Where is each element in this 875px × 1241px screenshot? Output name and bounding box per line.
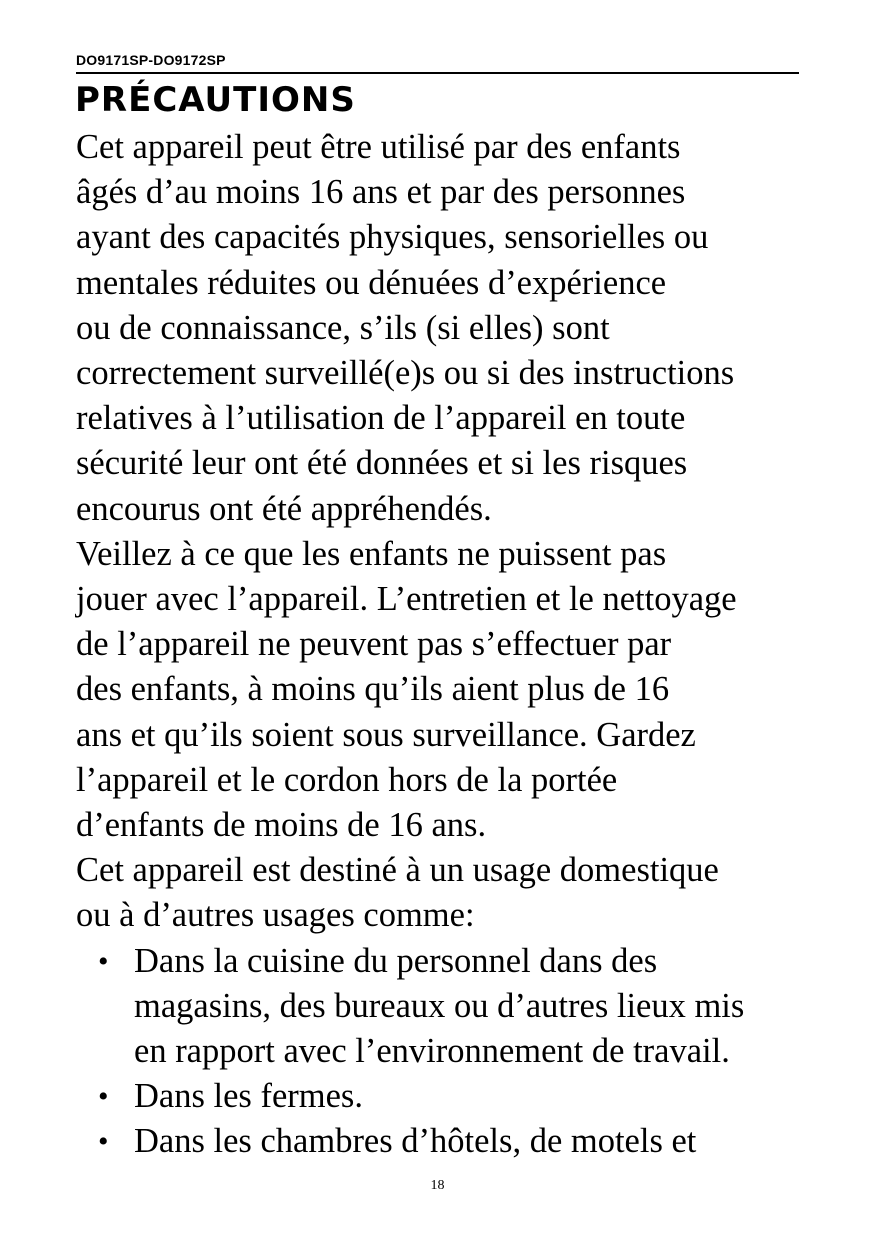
paragraph-domestic-use — [76, 848, 836, 938]
text-line: Veillez à ce que les enfants ne puissent pas — [76, 534, 667, 573]
text-line: jouer avec l’appareil. L’entretien et le nettoyage — [76, 580, 737, 619]
text-line: relatives à l’utilisation de l’appareil en toute — [76, 399, 686, 438]
text-line: Cet appareil peut être utilisé par des enfants — [76, 128, 681, 166]
text-line: âgés d’au moins 16 ans et par des personnes — [76, 173, 686, 212]
text-line: des enfants, à moins qu’ils aient plus de 16 — [76, 670, 670, 709]
text-line: d’enfants de moins de 16 ans. — [76, 806, 487, 845]
text-line: sécurité leur ont été données et si les risques — [76, 444, 688, 483]
text-line: l’appareil et le cordon hors de la portée — [76, 760, 618, 799]
section-title: PRÉCAUTIONS — [75, 80, 356, 120]
text-line: ayant des capacités physiques, sensorielles ou — [76, 218, 709, 257]
list-item — [76, 1074, 836, 1119]
text-line: ou de connaissance, s’ils (si elles) sont — [76, 308, 610, 347]
paragraph-children — [76, 532, 836, 848]
text-line: Dans les fermes. — [134, 1077, 363, 1116]
text-line: Cet appareil est destiné à un usage domestique — [76, 851, 719, 890]
text-line: correctement surveillé(e)s ou si des instructions — [76, 354, 735, 393]
text-line: ans et qu’ils soient sous surveillance. Gardez — [76, 715, 696, 754]
document-body — [76, 125, 836, 1165]
text-line: de l’appareil ne peuvent pas s’effectuer par — [76, 625, 672, 664]
text-line: en rapport avec l’environnement de travail. — [134, 1032, 730, 1071]
text-line: ou à d’autres usages comme: — [76, 896, 475, 935]
text-line: magasins, des bureaux ou d’autres lieux mis — [134, 986, 745, 1025]
model-code-header: DO9171SP-DO9172SP — [76, 52, 226, 68]
list-item — [76, 939, 836, 1075]
header-divider — [76, 72, 799, 74]
text-line: Dans les chambres d’hôtels, de motels et — [134, 1122, 697, 1161]
list-item — [76, 1119, 836, 1164]
bullet-icon: • — [98, 944, 109, 978]
paragraph-supervision — [76, 125, 836, 532]
text-line: Dans la cuisine du personnel dans des — [134, 941, 658, 980]
bullet-icon: • — [98, 1080, 109, 1114]
page-number: 18 — [430, 1178, 445, 1193]
bullet-icon: • — [98, 1125, 109, 1159]
text-line: encourus ont été appréhendés. — [76, 489, 492, 528]
usage-bullet-list — [76, 939, 836, 1165]
text-line: mentales réduites ou dénuées d’expérience — [76, 263, 667, 302]
